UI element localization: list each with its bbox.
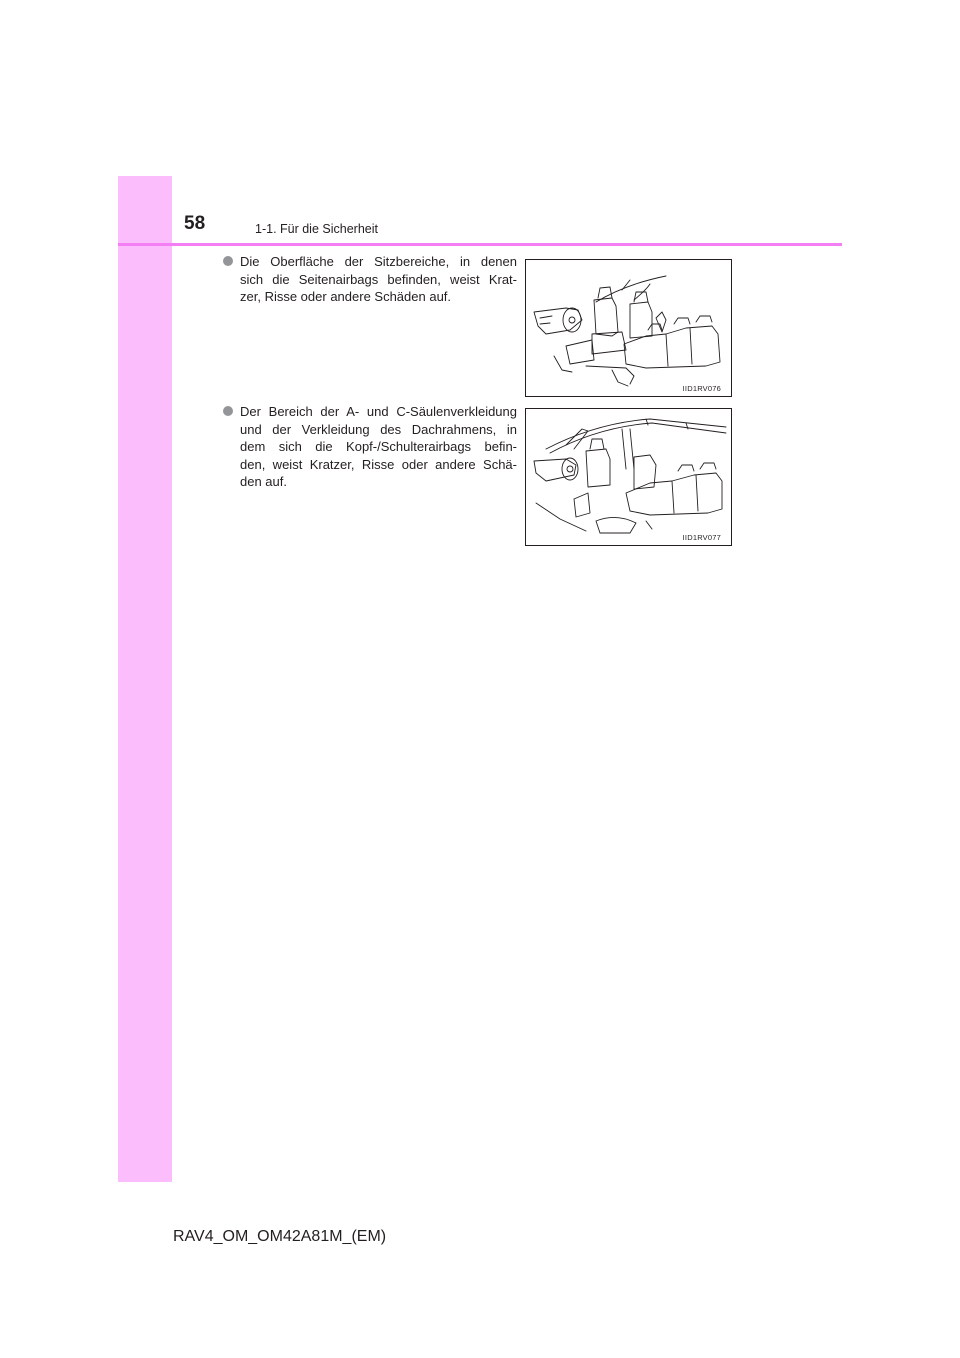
bullet-text-line: sich die Seitenairbags befinden, weist Krat- bbox=[240, 271, 517, 287]
figure-curtain-airbag-pillars bbox=[525, 408, 732, 546]
figure-side-airbag-seats bbox=[525, 259, 732, 397]
bullet-dot-icon bbox=[223, 406, 233, 416]
footer-model-code: RAV4_OM_OM42A81M_(EM) bbox=[173, 1228, 387, 1245]
bullet-text-line: den, weist Kratzer, Risse oder andere Schä- bbox=[240, 456, 517, 472]
bullet-item-curtain-airbags bbox=[223, 403, 517, 491]
figure-code: IID1RV076 bbox=[682, 384, 721, 393]
chapter-side-band bbox=[118, 176, 172, 1182]
bullet-text-line: den auf. bbox=[240, 474, 287, 489]
bullet-text-line: Die Oberfläche der Sitzbereiche, in denen bbox=[240, 254, 517, 269]
section-title: 1-1. Für die Sicherheit bbox=[255, 222, 378, 236]
figure-code: IID1RV077 bbox=[682, 533, 721, 542]
header-rule bbox=[118, 243, 842, 246]
car-interior-seats-illustration bbox=[526, 260, 731, 396]
bullet-text-line: und der Verkleidung des Dachrahmens, in bbox=[240, 421, 517, 437]
bullet-dot-icon bbox=[223, 256, 233, 266]
bullet-text-line: dem sich die Kopf-/Schulterairbags befin- bbox=[240, 439, 517, 454]
bullet-text-line: Der Bereich der A- und C-Säulenverkleidung bbox=[240, 404, 517, 419]
bullet-text-line: zer, Risse oder andere Schäden auf. bbox=[240, 289, 452, 304]
bullet-item-side-airbags bbox=[223, 253, 517, 306]
car-interior-roof-rail-illustration bbox=[526, 409, 731, 545]
page-number: 58 bbox=[184, 213, 206, 234]
